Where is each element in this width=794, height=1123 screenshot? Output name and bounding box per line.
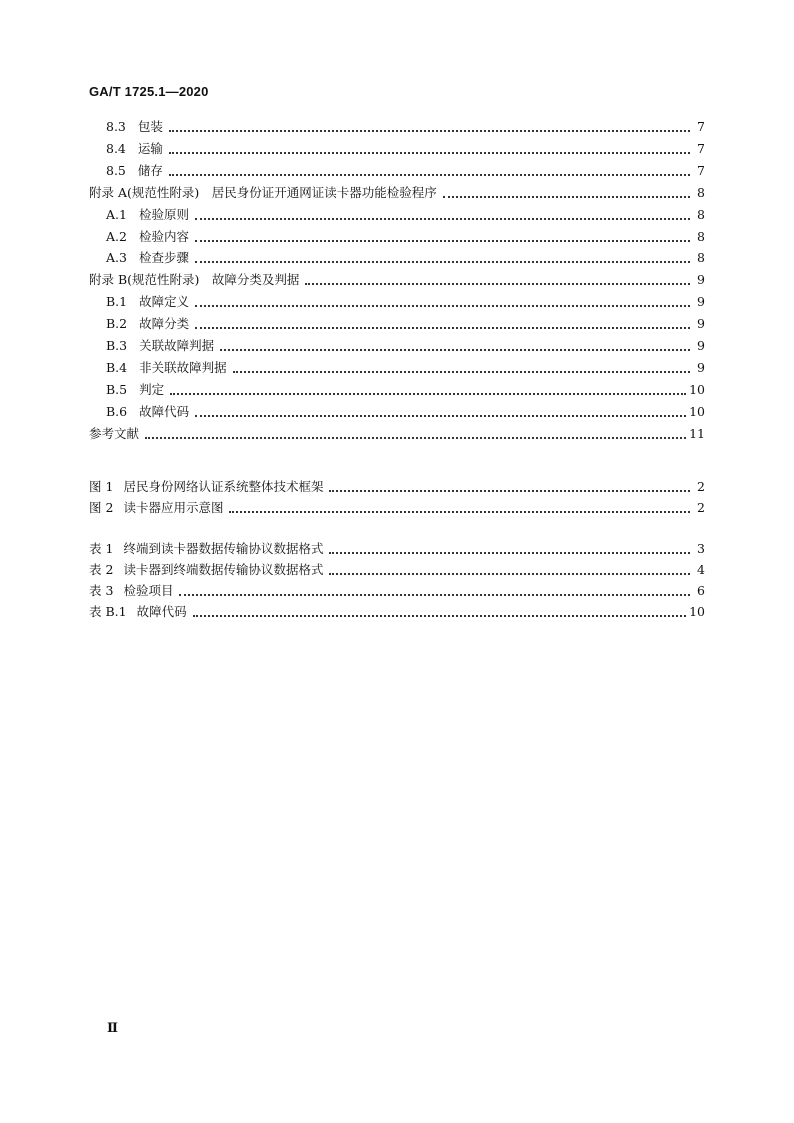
toc-entry-title: 故障分类 [139, 316, 190, 332]
toc-entry-number: 8.3 [106, 119, 126, 134]
toc-entry-number: B.1 [106, 294, 128, 310]
dot-leader [195, 261, 690, 263]
dot-leader [329, 552, 690, 554]
dot-leader [195, 327, 690, 329]
toc-entry[interactable] [106, 337, 705, 355]
toc-entry-page: 10 [689, 604, 705, 619]
toc-entry-title: 居民身份网络认证系统整体技术框架 [123, 479, 324, 494]
dot-leader [329, 490, 690, 492]
toc-entry-page: 9 [697, 294, 705, 310]
toc-entry[interactable] [89, 425, 705, 443]
dot-leader [169, 174, 690, 176]
toc-entry-number: A.1 [106, 206, 127, 222]
toc-entry-title: 故障定义 [139, 294, 190, 310]
toc-entry-page: 9 [697, 338, 705, 353]
toc-entry-title: 关联故障判据 [139, 338, 215, 353]
toc-entry-number: 图 2 [89, 500, 114, 515]
toc-entry-page: 9 [697, 272, 705, 288]
toc-entry-number: A.2 [106, 228, 127, 244]
toc-entry-page: 9 [697, 316, 705, 332]
dot-leader [145, 437, 686, 439]
toc-entry-number: B.6 [106, 403, 128, 419]
toc-entry[interactable] [89, 184, 705, 202]
toc-entry-page: 8 [697, 250, 705, 266]
toc-entry-page: 3 [697, 541, 705, 556]
toc-entry[interactable] [106, 381, 705, 399]
toc-entry-page: 8 [697, 228, 705, 244]
toc-entry-number: 表 B.1 [89, 604, 127, 619]
toc-entry[interactable] [89, 561, 705, 579]
toc-entry-page: 7 [697, 162, 705, 178]
toc-entry-page: 10 [689, 381, 705, 397]
toc-entry-title: 判定 [139, 381, 165, 397]
toc-entry[interactable] [89, 271, 705, 289]
toc-entry-page: 9 [697, 359, 705, 375]
toc-entry-title: 终端到读卡器数据传输协议数据格式 [123, 541, 324, 556]
toc-entry-number: B.2 [106, 316, 128, 332]
dot-leader [195, 305, 690, 307]
toc-entry[interactable] [106, 118, 705, 136]
list-of-figures [89, 478, 705, 522]
dot-leader [193, 615, 686, 617]
toc-entry-number: 表 1 [89, 541, 114, 556]
dot-leader [195, 240, 690, 242]
table-of-contents [89, 118, 705, 450]
toc-entry-number: A.3 [106, 250, 127, 266]
toc-entry-title: 读卡器到终端数据传输协议数据格式 [123, 562, 324, 577]
dot-leader [195, 218, 690, 220]
dot-leader [329, 573, 690, 575]
toc-entry-title: 读卡器应用示意图 [123, 500, 224, 515]
dot-leader [179, 594, 690, 596]
toc-entry-number: 附录 A [89, 184, 128, 200]
toc-entry-page: 7 [697, 119, 705, 134]
toc-entry-page: 4 [697, 562, 705, 577]
toc-entry-number: B.3 [106, 338, 128, 353]
toc-entry-title: 检查步骤 [138, 250, 189, 266]
toc-entry-number: 8.4 [106, 140, 126, 156]
toc-entry[interactable] [106, 228, 705, 246]
toc-entry-title: 参考文献 [89, 425, 140, 441]
toc-entry[interactable] [106, 403, 705, 421]
toc-entry-number: 表 2 [89, 562, 114, 577]
dot-leader [169, 130, 690, 132]
toc-entry-title: 检验项目 [123, 583, 174, 598]
toc-entry-number: B.5 [106, 381, 128, 397]
dot-leader [169, 152, 690, 154]
toc-entry-title: 检验原则 [138, 206, 189, 222]
dot-leader [229, 511, 690, 513]
toc-entry-page: 2 [697, 479, 705, 494]
toc-entry[interactable] [89, 499, 705, 517]
toc-entry-number: 表 3 [89, 583, 114, 598]
list-of-tables [89, 540, 705, 626]
toc-entry[interactable] [106, 249, 705, 267]
toc-entry-title: 检验内容 [138, 228, 189, 244]
dot-leader [443, 196, 690, 198]
toc-entry[interactable] [89, 582, 705, 600]
toc-entry[interactable] [106, 206, 705, 224]
toc-entry-page: 11 [689, 425, 705, 441]
page-number-footer: Ⅱ [107, 1021, 118, 1036]
toc-entry-number: B.4 [106, 359, 128, 375]
toc-entry-page: 8 [697, 184, 705, 200]
toc-entry-number: 图 1 [89, 479, 114, 494]
toc-entry[interactable] [106, 315, 705, 333]
toc-entry-page: 8 [697, 206, 705, 222]
dot-leader [220, 349, 690, 351]
toc-entry[interactable] [89, 540, 705, 558]
dot-leader [305, 283, 690, 285]
toc-entry-number: 8.5 [106, 162, 126, 178]
toc-entry-title: 故障代码 [139, 403, 190, 419]
toc-entry-title: 运输 [137, 140, 163, 156]
toc-entry[interactable] [106, 140, 705, 158]
toc-entry[interactable] [89, 478, 705, 496]
toc-entry-title: 储存 [137, 162, 163, 178]
toc-entry-title: 故障代码 [136, 604, 187, 619]
toc-entry-page: 7 [697, 140, 705, 156]
dot-leader [170, 393, 686, 395]
dot-leader [195, 415, 686, 417]
toc-entry-number: 附录 B [89, 272, 128, 288]
toc-entry-title: (规范性附录) 居民身份证开通网证读卡器功能检验程序 [127, 184, 437, 200]
toc-entry-page: 6 [697, 583, 705, 598]
toc-entry-page: 2 [697, 500, 705, 515]
toc-entry-title: 非关联故障判据 [139, 359, 227, 375]
toc-entry[interactable] [106, 293, 705, 311]
toc-entry-title: (规范性附录) 故障分类及判据 [127, 272, 300, 288]
toc-entry-page: 10 [689, 403, 705, 419]
toc-entry[interactable] [106, 359, 705, 377]
toc-entry-title: 包装 [137, 119, 163, 134]
document-code-header: GA/T 1725.1—2020 [89, 84, 209, 99]
dot-leader [233, 371, 690, 373]
toc-entry[interactable] [106, 162, 705, 180]
toc-entry[interactable] [89, 603, 705, 621]
